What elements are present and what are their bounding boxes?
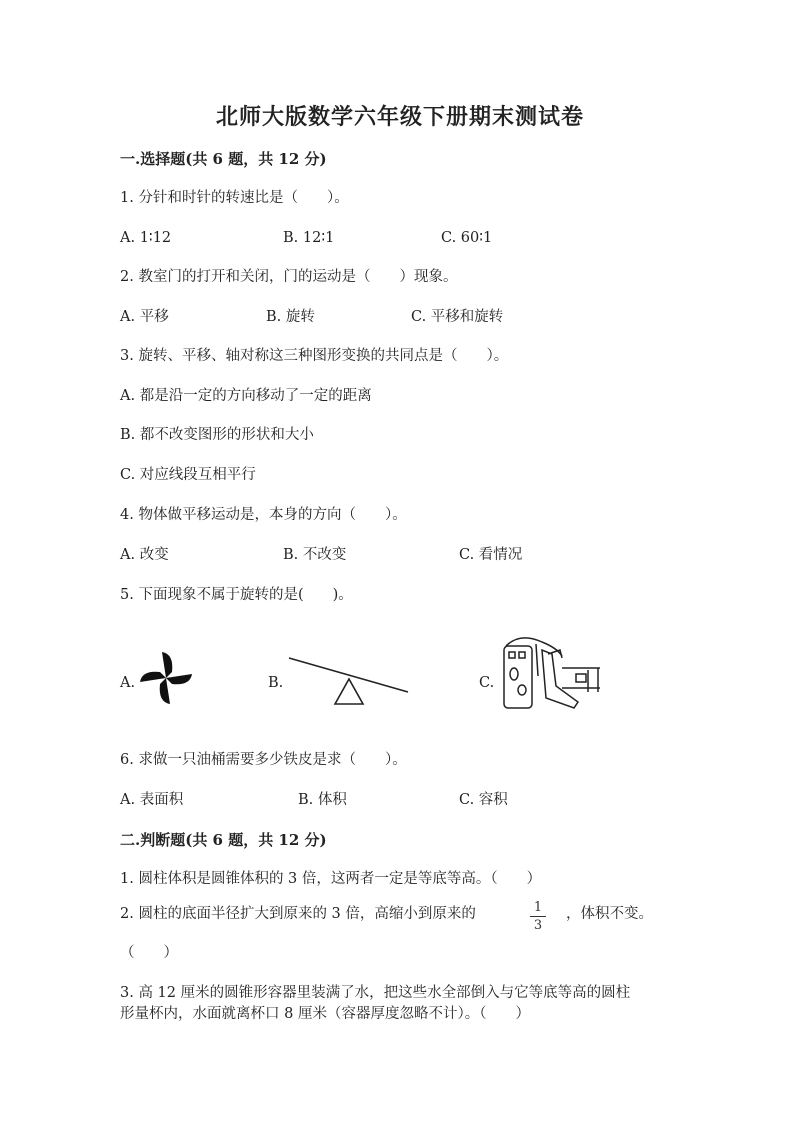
section-heading-judgement: 二.判断题(共 6 题，共 12 分) (120, 831, 327, 849)
fraction-denominator: 3 (533, 918, 543, 933)
question-6-option-c: C. 容积 (459, 792, 508, 808)
question-2-option-b: B. 旋转 (266, 309, 315, 325)
question-6-option-b: B. 体积 (298, 792, 347, 808)
question-4-option-a: A. 改变 (120, 547, 169, 563)
question-2-option-c: C. 平移和旋转 (411, 309, 504, 325)
question-3-option-c: C. 对应线段互相平行 (120, 467, 256, 483)
page-title: 北师大版数学六年级下册期末测试卷 (215, 104, 584, 130)
judgement-2-text-end: ，体积不变。 (566, 906, 653, 922)
question-2-stem: 2. 教室门的打开和关闭，门的运动是（ ）现象。 (120, 269, 458, 285)
question-4-stem: 4. 物体做平移运动是，本身的方向（ ）。 (120, 507, 407, 523)
question-5-option-c: C. (479, 675, 495, 691)
judgement-2-answer-paren: （ ） (120, 945, 178, 961)
question-1-option-c: C. 60∶1 (441, 230, 493, 246)
question-1-option-b: B. 12∶1 (283, 230, 335, 246)
question-5-option-a: A. (120, 675, 136, 691)
judgement-3-line-2: 形量杯内，水面就离杯口 8 厘米（容器厚度忽略不计）。（ ） (120, 1006, 530, 1022)
question-4-option-c: C. 看情况 (459, 547, 523, 563)
fraction-numerator: 1 (533, 900, 543, 915)
judgement-1: 1. 圆柱体积是圆锥体积的 3 倍，这两者一定是等底等高。（ ） (120, 871, 542, 887)
fraction-one-third (530, 900, 546, 933)
judgement-2-text: 2. 圆柱的底面半径扩大到原来的 3 倍，高缩小到原来的 (120, 906, 476, 922)
question-6-stem: 6. 求做一只油桶需要多少铁皮是求（ ）。 (120, 752, 407, 768)
question-5-option-b: B. (268, 675, 284, 691)
question-3-option-a: A. 都是沿一定的方向移动了一定的距离 (120, 388, 372, 404)
question-6-option-a: A. 表面积 (120, 792, 184, 808)
question-3-stem: 3. 旋转、平移、轴对称这三种图形变换的共同点是（ ）。 (120, 348, 509, 364)
question-4-option-b: B. 不改变 (283, 547, 347, 563)
question-3-option-b: B. 都不改变图形的形状和大小 (120, 427, 314, 443)
question-1-option-a: A. 1∶12 (120, 230, 172, 246)
section-heading-choice: 一.选择题(共 6 题，共 12 分) (120, 150, 327, 168)
judgement-3-line-1: 3. 高 12 厘米的圆锥形容器里装满了水，把这些水全部倒入与它等底等高的圆柱 (120, 985, 631, 1001)
seesaw-image (287, 656, 411, 712)
question-1-stem: 1. 分针和时针的转速比是（ ）。 (120, 190, 349, 206)
playground-slide-image (502, 636, 604, 712)
question-5-stem: 5. 下面现象不属于旋转的是( )。 (120, 587, 353, 603)
pinwheel-image (138, 651, 198, 707)
question-2-option-a: A. 平移 (120, 309, 169, 325)
